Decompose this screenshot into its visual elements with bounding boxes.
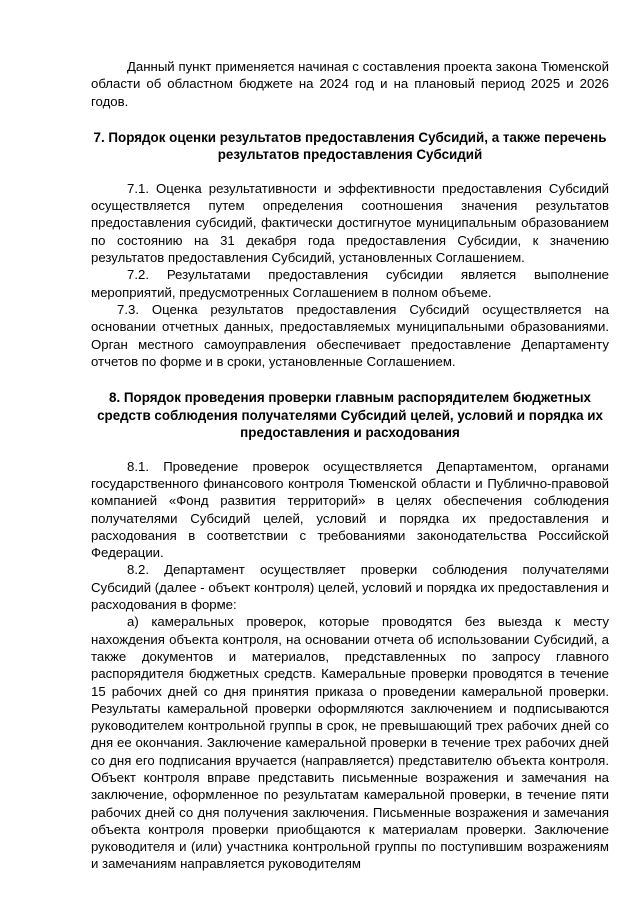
section-8-paragraph-2: 8.2. Департамент осуществляет проверки соблюдения получателями Субсидий (далее - объект контроля) целей, условий и порядка их предоставления и расходования в форме: bbox=[91, 562, 609, 613]
spacer bbox=[91, 442, 609, 458]
section-8-paragraph-1: 8.1. Проведение проверок осуществляется Департаментом, органами государственного финансового контроля Тюменской области и Публично-правовой компанией «Фонд развития территорий» в целях обеспечения соблюдения получателями Субсидий целей, условий и порядка их предоставления и расходования в соответствии с требованиями законодательства Российской Федерации. bbox=[91, 458, 609, 561]
document-body bbox=[91, 58, 609, 873]
section-8-heading: 8. Порядок проведения проверки главным распорядителем бюджетных средств соблюдения получателями Субсидий целей, условий и порядка их предоставления и расходования bbox=[97, 390, 603, 441]
section-7-paragraph-2: 7.2. Результатами предоставления субсидии является выполнение мероприятий, предусмотренных Соглашением в полном объеме. bbox=[91, 267, 609, 300]
intro-paragraph: Данный пункт применяется начиная с составления проекта закона Тюменской области об областном бюджете на 2024 год и на плановый период 2025 и 2026 годов. bbox=[91, 59, 609, 109]
spacer bbox=[91, 370, 609, 389]
section-7-heading: 7. Порядок оценки результатов предоставления Субсидий, а также перечень результатов предоставления Субсидий bbox=[93, 129, 607, 163]
spacer bbox=[91, 110, 609, 129]
spacer bbox=[91, 164, 609, 180]
section-7-paragraph-3: 7.3. Оценка результатов предоставления Субсидий осуществляется на основании отчетных данных, предоставляемых муниципальными образованиями. Орган местного самоуправления обеспечивает предоставление Департаменту отчетов по форме и в сроки, установленные Соглашением. bbox=[91, 301, 609, 369]
section-8-paragraph-3: а) камеральных проверок, которые проводятся без выезда к месту нахождения объекта контроля, на основании отчета об использовании Субсидий, а также документов и материалов, представленных по запросу главного распорядителя бюджетных средств. Камеральные проверки проводятся в течение 15 рабочих дней со дня принятия приказа о проведении камеральной проверки. Результаты камеральной проверки оформляются заключением и подписываются руководителем контрольной группы в срок, не превышающий трех рабочих дней со дня ее окончания. Заключение камеральной проверки в течение трех рабочих дней со дня его подписания вручается (направляется) представителю объекта контроля. Объект контроля вправе представить письменные возражения и замечания на заключение, оформленное по результатам камеральной проверки, в течение пяти рабочих дней со дня получения заключения. Письменные возражения и замечания объекта контроля проверки приобщаются к материалам проверки. Заключение руководителя и (или) участника контрольной группы по поступившим возражениям и замечаниям направляется руководителям bbox=[91, 614, 609, 872]
section-7-paragraph-1: 7.1. Оценка результативности и эффективности предоставления Субсидий осуществляется путем определения соотношения значения результатов предоставления субсидий, фактически достигнутое муниципальным образованием по состоянию на 31 декабря года предоставления Субсидии, к значению результатов предоставления Субсидий, установленных Соглашением. bbox=[91, 180, 609, 266]
